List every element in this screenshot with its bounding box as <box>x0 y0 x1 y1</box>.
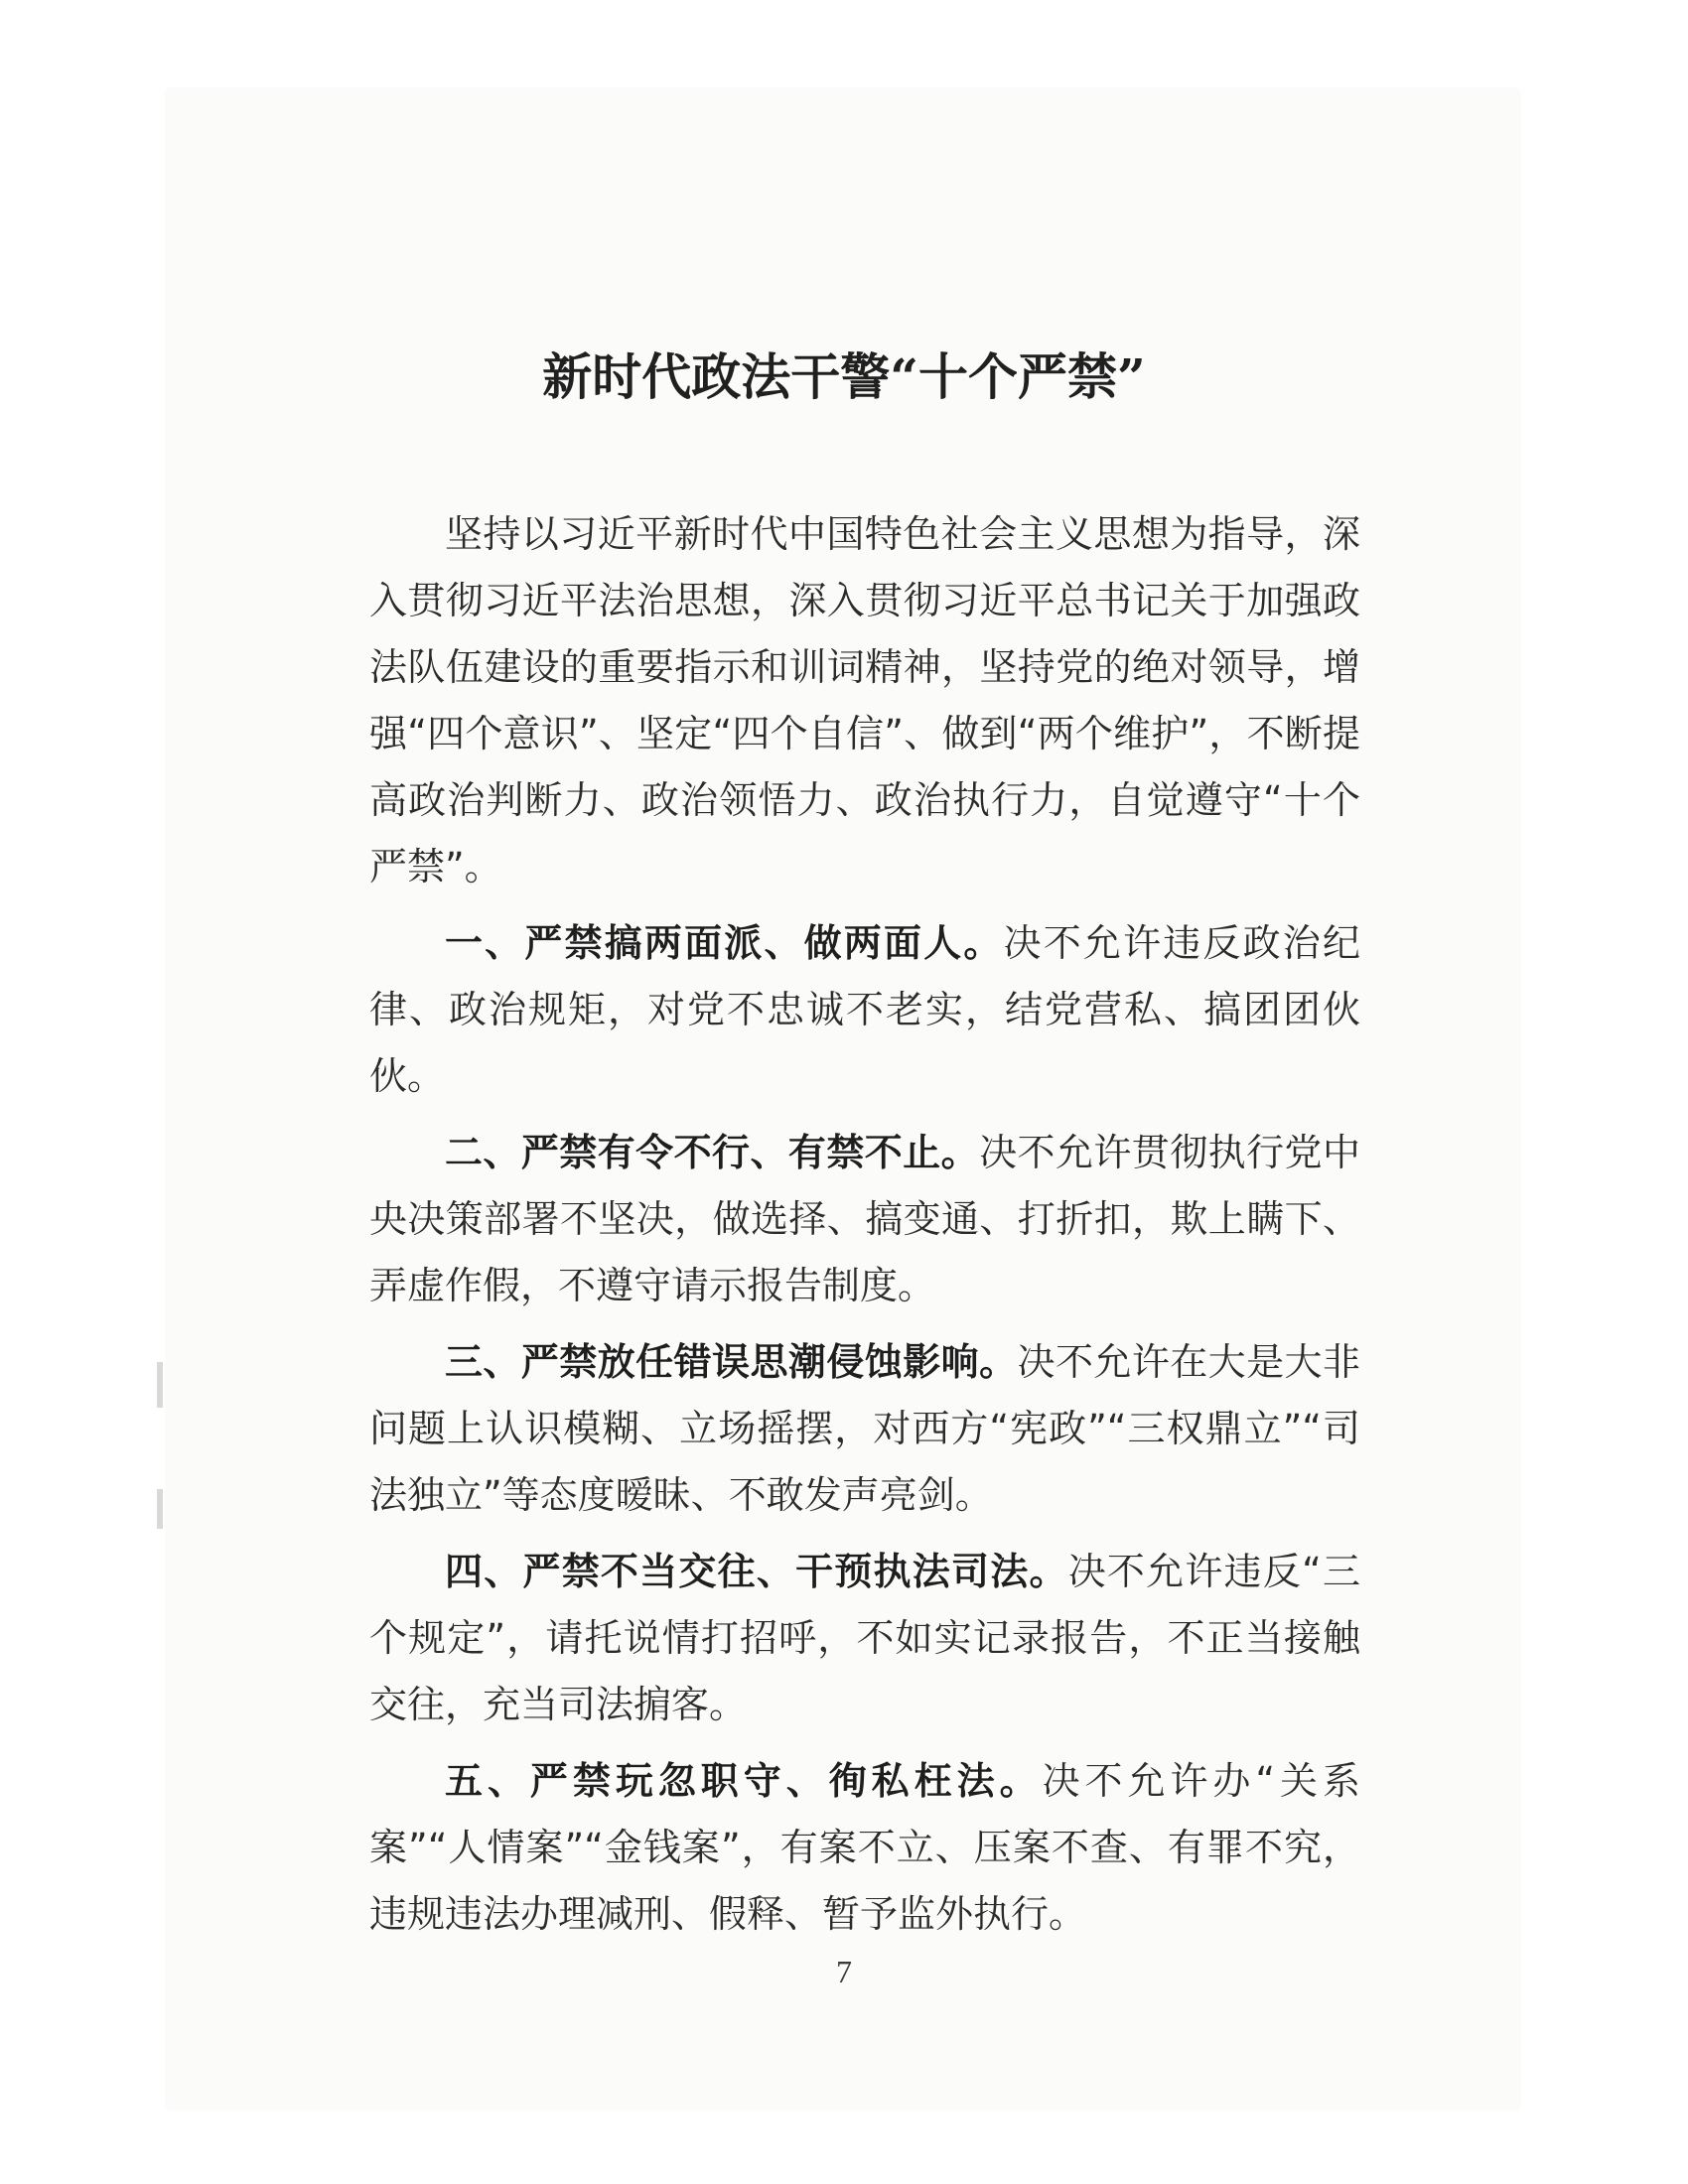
rule-heading: 一、严禁搞两面派、做两面人。 <box>445 921 1004 965</box>
rule-paragraph-3 <box>369 1329 1360 1529</box>
rule-text: 决不允许办“关系案”“人情案”“金钱案”，有案不立、压案不查、有罪不究，违规违法办理减刑、假释、暂予监外执行。 <box>369 1759 1360 1936</box>
rule-paragraph-2 <box>369 1120 1360 1319</box>
page-number: 7 <box>836 1954 852 1989</box>
rule-text: 决不允许违反“三个规定”，请托说情打招呼，不如实记录报告，不正当接触交往，充当司法掮客。 <box>369 1550 1360 1726</box>
rule-text: 决不允许违反政治纪律、政治规矩，对党不忠诚不老实，结党营私、搞团团伙伙。 <box>369 921 1360 1098</box>
rule-paragraph-5 <box>369 1748 1360 1948</box>
document-title: 新时代政法干警“十个严禁” <box>542 347 1146 406</box>
scan-edge-mark <box>157 1362 163 1408</box>
rule-heading: 四、严禁不当交往、干预执法司法。 <box>445 1550 1068 1593</box>
rule-heading: 五、严禁玩忽职守、徇私枉法。 <box>445 1759 1043 1803</box>
rule-text: 决不允许在大是大非问题上认识模糊、立场摇摆，对西方“宪政”“三权鼎立”“司法独立”等态度暧昧、不敢发声亮剑。 <box>369 1340 1360 1517</box>
rule-paragraph-1 <box>369 910 1360 1110</box>
rule-text: 决不允许贯彻执行党中央决策部署不坚决，做选择、搞变通、打折扣，欺上瞒下、弄虚作假，不遵守请示报告制度。 <box>369 1131 1360 1307</box>
scan-edge-mark <box>157 1489 163 1529</box>
document-body <box>369 501 1360 1958</box>
rule-heading: 二、严禁有令不行、有禁不止。 <box>445 1131 980 1174</box>
rule-paragraph-4 <box>369 1539 1360 1738</box>
intro-paragraph: 坚持以习近平新时代中国特色社会主义思想为指导，深入贯彻习近平法治思想，深入贯彻习近平总书记关于加强政法队伍建设的重要指示和训词精神，坚持党的绝对领导，增强“四个意识”、坚定“四个自信”、做到“两个维护”，不断提高政治判断力、政治领悟力、政治执行力，自觉遵守“十个严禁”。 <box>369 512 1360 888</box>
rule-heading: 三、严禁放任错误思潮侵蚀影响。 <box>445 1340 1018 1384</box>
